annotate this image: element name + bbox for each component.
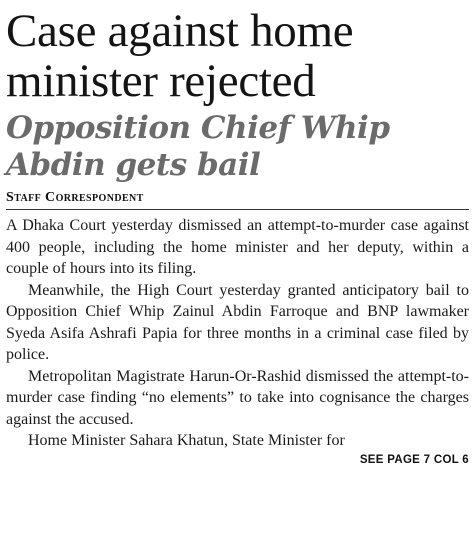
byline: Staff Correspondent: [6, 190, 469, 210]
body-paragraph: Metropolitan Magistrate Harun-Or-Rashid dismissed the attempt-to-murder case finding “no elements” to take into cognisance the charges against the accused.: [6, 367, 469, 428]
body-paragraph: Meanwhile, the High Court yesterday granted anticipatory bail to Opposition Chief Whip Zainul Abdin Farroque and BNP lawmaker Syeda Asifa Ashrafi Papia for three months in a criminal case filed by police.: [6, 281, 469, 363]
article-body: [6, 215, 469, 452]
body-paragraph: A Dhaka Court yesterday dismissed an attempt-to-murder case against 400 people, including the home minister and her deputy, within a couple of hours into its filing.: [6, 217, 469, 277]
news-article: [6, 6, 469, 466]
headline: Case against home minister rejected: [6, 5, 354, 107]
subheadline: Opposition Chief Whip Abdin gets bail: [6, 110, 390, 183]
body-paragraph: Home Minister Sahara Khatun, State Minister for: [28, 432, 345, 449]
continuation-jump-line: SEE PAGE 7 COL 6: [359, 453, 469, 466]
